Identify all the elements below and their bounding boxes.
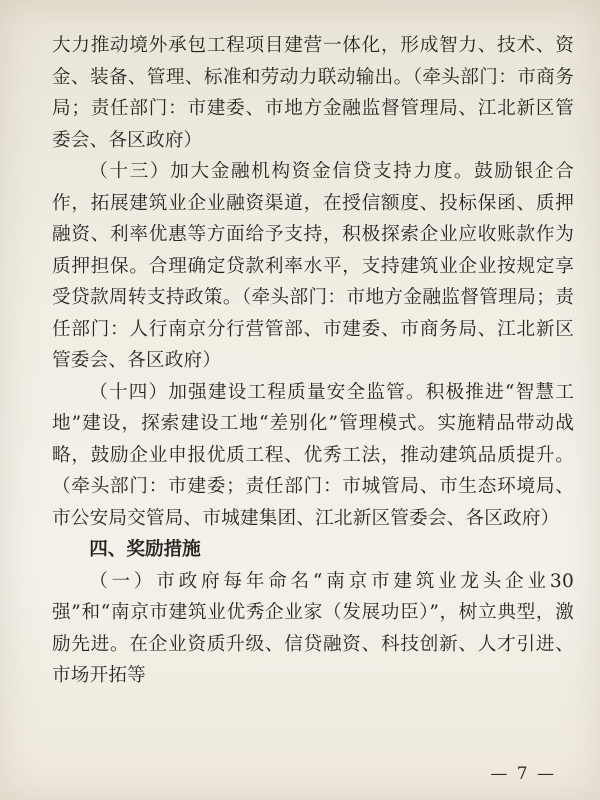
document-body (52, 30, 574, 692)
page-number: — 7 — (490, 764, 556, 784)
paragraph-continuation: 大力推动境外承包工程项目建营一体化，形成智力、技术、资金、装备、管理、标准和劳动力联动输出。（牵头部门：市商务局；责任部门：市建委、市地方金融监督管理局、江北新区管委会、各区政府） (52, 35, 574, 151)
paragraph-incentive-1: （一）市政府每年命名“南京市建筑业龙头企业30强”和“南京市建筑业优秀企业家（发展功臣）”，树立典型，激励先进。在企业资质升级、信贷融资、科技创新、人才引进、市场开拓等 (52, 570, 574, 686)
paragraph-item-14: （十四）加强建设工程质量安全监管。积极推进“智慧工地”建设，探索建设工地“差别化”管理模式。实施精品带动战略，鼓励企业申报优质工程、优秀工法，推动建筑品质提升。（牵头部门：市建委；责任部门：市城管局、市生态环境局、市公安局交管局、市城建集团、江北新区管委会、各区政府） (52, 381, 574, 529)
section-heading: 四、奖励措施 (89, 539, 201, 560)
paragraph-item-13: （十三）加大金融机构资金信贷支持力度。鼓励银企合作，拓展建筑业企业融资渠道，在授信额度、投标保函、质押融资、利率优惠等方面给予支持，积极探索企业应收账款作为质押担保。合理确定贷款利率水平，支持建筑业企业按规定享受贷款周转支持政策。（牵头部门：市地方金融监督管理局；责任部门：人行南京分行营管部、市建委、市商务局、江北新区管委会、各区政府） (52, 161, 574, 371)
